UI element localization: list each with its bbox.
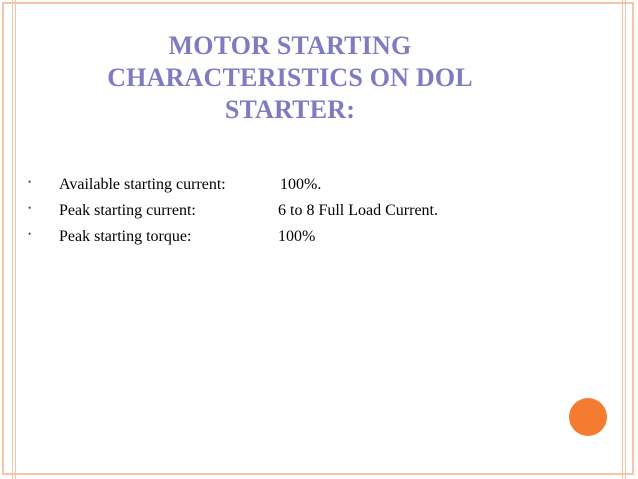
right-rule-outer (625, 0, 626, 479)
left-rule-inner (15, 0, 16, 479)
bullet-value: 100%. (280, 176, 322, 193)
left-rule-outer (12, 0, 13, 479)
bullet-icon: • (28, 229, 32, 239)
slide-title (60, 30, 520, 126)
right-rule-inner (622, 0, 623, 479)
bullet-value: 6 to 8 Full Load Current. (278, 202, 438, 219)
title-line: MOTOR STARTING (168, 31, 412, 60)
bullet-label: Available starting current: (59, 176, 226, 193)
bullet-value: 100% (278, 228, 316, 245)
bullet-icon: • (28, 177, 32, 187)
decorative-circle-icon (569, 398, 607, 436)
bullet-icon: • (28, 203, 32, 213)
bullet-label: Peak starting torque: (59, 228, 192, 245)
title-line: STARTER: (224, 95, 356, 124)
title-line: CHARACTERISTICS ON DOL (107, 63, 473, 92)
bullet-label: Peak starting current: (59, 202, 196, 219)
